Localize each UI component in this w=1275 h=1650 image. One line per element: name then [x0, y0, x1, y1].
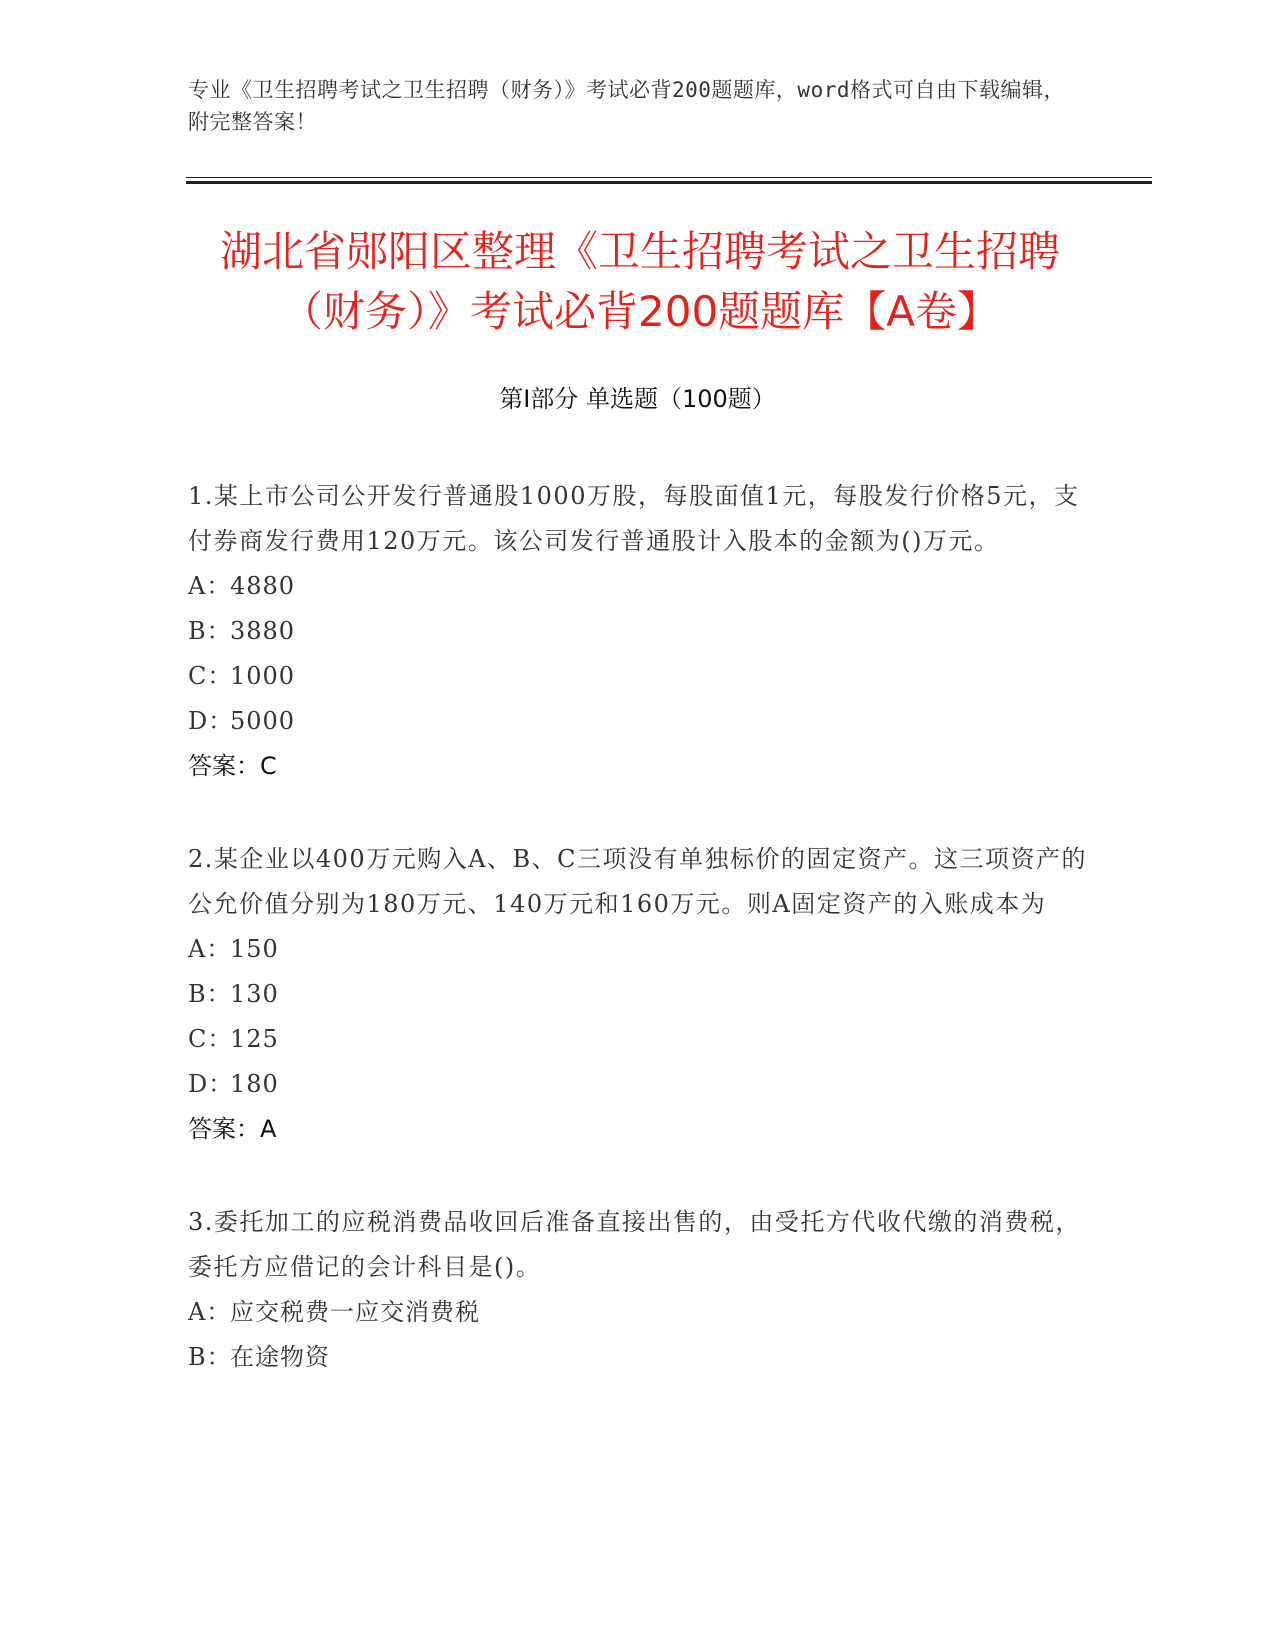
option-text: 应交税费一应交消费税 [230, 1298, 480, 1326]
answer-value: A [260, 1115, 277, 1143]
option-text: 1000 [230, 662, 296, 690]
option-a [188, 927, 1088, 972]
header-note: 专业《卫生招聘考试之卫生招聘（财务）》考试必背200题题库，word格式可自由下载编辑，附完整答案！ [188, 78, 1065, 134]
question-list [188, 474, 1088, 1428]
option-c [188, 1017, 1088, 1062]
option-b [188, 972, 1088, 1017]
option-text: 在途物资 [230, 1343, 330, 1371]
question-stem: 2.某企业以400万元购入A、B、C三项没有单独标价的固定资产。这三项资产的公允价值分别为180万元、140万元和160万元。则A固定资产的入账成本为 [188, 845, 1088, 918]
answer-label: 答案： [188, 752, 260, 780]
option-a [188, 564, 1088, 609]
header-divider-thin [186, 177, 1152, 178]
option-text: 4880 [230, 572, 296, 600]
option-text: 130 [230, 980, 279, 1008]
question-stem: 3.委托加工的应税消费品收回后准备直接出售的，由受托方代收代缴的消费税，委托方应借记的会计科目是()。 [188, 1208, 1081, 1281]
option-d [188, 1062, 1088, 1107]
option-key: B： [188, 617, 232, 645]
section-heading: 第I部分 单选题（100题） [499, 385, 776, 413]
header-divider-thick [186, 181, 1152, 184]
question-2 [188, 837, 1088, 1152]
option-b [188, 609, 1088, 654]
option-text: 125 [230, 1025, 279, 1053]
option-b [188, 1335, 1088, 1380]
option-text: 150 [230, 935, 279, 963]
option-key: B： [188, 980, 232, 1008]
option-key: C： [188, 662, 233, 690]
option-key: A： [188, 1298, 232, 1326]
option-text: 5000 [230, 707, 296, 735]
answer-label: 答案： [188, 1115, 260, 1143]
option-key: B： [188, 1343, 232, 1371]
answer-line [188, 744, 1088, 789]
option-a [188, 1290, 1088, 1335]
option-c [188, 654, 1088, 699]
option-key: D： [188, 1070, 234, 1098]
option-text: 3880 [230, 617, 296, 645]
answer-value: C [260, 752, 277, 780]
option-key: C： [188, 1025, 233, 1053]
question-stem: 1.某上市公司公开发行普通股1000万股，每股面值1元，每股发行价格5元，支付券商发行费用120万元。该公司发行普通股计入股本的金额为()万元。 [188, 482, 1080, 555]
document-title: 湖北省郧阳区整理《卫生招聘考试之卫生招聘（财务）》考试必背200题题库【A卷】 [219, 227, 1060, 336]
option-key: A： [188, 935, 232, 963]
option-key: A： [188, 572, 232, 600]
option-text: 180 [230, 1070, 279, 1098]
question-1 [188, 474, 1088, 789]
option-d [188, 699, 1088, 744]
option-key: D： [188, 707, 234, 735]
question-3 [188, 1200, 1088, 1380]
answer-line [188, 1107, 1088, 1152]
